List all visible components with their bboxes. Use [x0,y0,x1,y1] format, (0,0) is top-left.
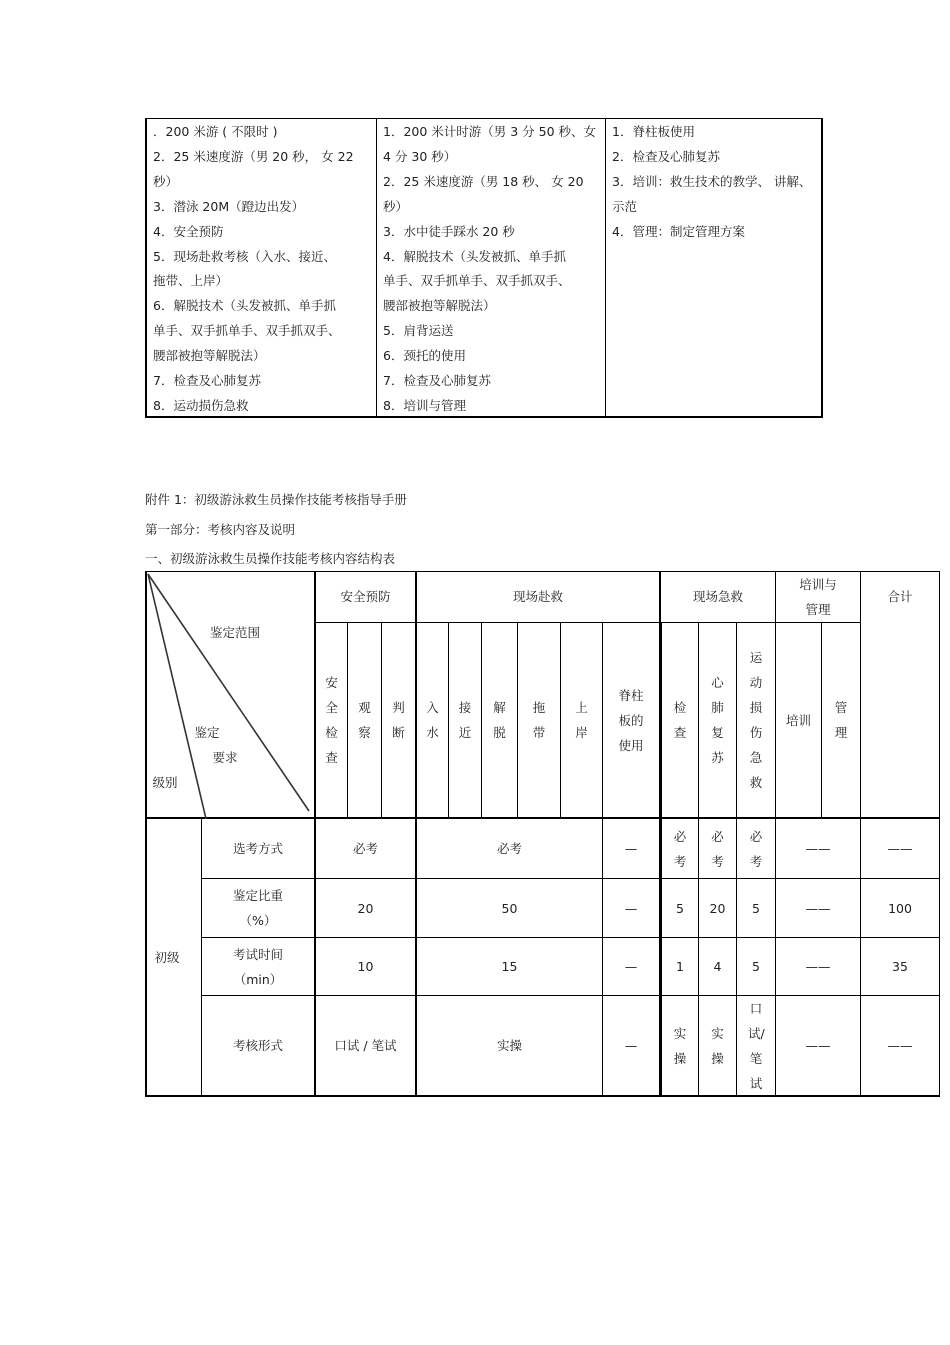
table-cell: 必考 [749,828,763,869]
table-cell: 35 [892,959,908,974]
structure-table [145,571,940,1098]
text-line: 5．现场赴救考核（入水、接近、 [153,248,336,264]
text-line: 3．水中徒手踩水 20 秒 [383,223,515,239]
column-basic [147,119,376,416]
subheader-ashore: 上岸 [575,700,588,740]
group-header-training: 培训与管理 [799,576,837,617]
table-cell: —— [805,841,831,856]
text-line: 拖带、上岸） [153,273,229,289]
table-cell: 必考 [352,841,378,856]
table-cell: 口试 / 笔试 [334,1038,397,1053]
table-cell: 5 [752,900,760,916]
table-cell: 15 [501,959,518,974]
table-cell: 20 [709,900,726,916]
table-cell: 5 [752,959,760,974]
table-cell: 50 [501,900,518,916]
table-title: 一、初级游泳救生员操作技能考核内容结构表 [145,551,396,566]
text-line: 腰部被抱等解脱法） [383,298,496,314]
subheader-tow: 拖带 [532,700,546,740]
subheader-judge: 判断 [392,700,405,740]
text-line: 4．安全预防 [153,223,224,239]
text-line: 6．颈托的使用 [383,348,466,364]
subheader-cpr: 心肺复苏 [711,675,724,765]
subheader-spine-board: 脊柱板的使用 [618,687,644,753]
corner-level-label: 级别 [152,774,178,790]
text-line: 7．检查及心肺复苏 [383,373,491,389]
text-line: 单手、双手抓单手、双手抓双手、 [153,323,341,339]
appendix-heading: 附件 1：初级游泳救生员操作技能考核指导手册 [145,492,407,507]
text-line: 1．脊柱板使用 [612,124,695,139]
subheader-release: 解脱 [493,700,506,740]
row-label: 考核形式 [232,1038,283,1053]
table-cell: 5 [676,900,684,916]
table-cell: 4 [713,959,722,974]
table-cell: 必考 [673,828,687,869]
requirements-table [145,118,823,418]
text-line: 5．肩背运送 [383,323,454,339]
table-cell: 20 [357,900,374,916]
text-line: 8．培训与管理 [383,397,466,413]
text-line: ．200 米游 ( 不限时 ) [153,124,278,139]
text-line: 秒） [153,173,179,189]
text-line: 3．潜泳 20M（蹬边出发） [153,198,305,214]
table-cell: — [624,841,638,856]
subheader-approach: 接近 [458,700,472,740]
group-header-total: 合计 [887,589,913,604]
table-cell: —— [887,841,913,856]
table-cell: —— [887,1038,913,1053]
table-cell: —— [805,1038,831,1053]
text-line: 2．25 米速度游（男 18 秒、 女 20 [383,173,584,189]
table-cell: 必考 [711,828,724,869]
level-label: 初级 [154,949,180,965]
subheader-management: 管理 [834,700,848,740]
group-header-rescue: 现场赴救 [512,589,563,604]
text-line: 7．检查及心肺复苏 [153,373,261,389]
part-heading: 第一部分：考核内容及说明 [145,522,296,537]
column-advanced [605,119,821,416]
subheader-safety-check: 安全检查 [325,675,338,765]
rule [939,571,940,1097]
subheader-training: 培训 [785,712,811,728]
row-label: 考试时间（min） [232,946,283,987]
text-line: 4 分 30 秒） [383,148,457,164]
corner-requirement-label: 鉴定 [194,724,220,740]
corner-scope-label: 鉴定范围 [209,624,260,640]
text-line: 8．运动损伤急救 [153,397,249,413]
table-cell: 实操 [496,1038,522,1053]
text-line: 2．检查及心肺复苏 [612,148,720,164]
text-line: 腰部被抱等解脱法） [153,348,266,364]
table-cell: 实操 [711,1025,724,1066]
table-cell: 100 [888,900,912,916]
table-cell: 必考 [496,841,522,856]
table-cell: 实操 [673,1025,687,1066]
table-cell: 10 [357,959,374,974]
table-cell: 1 [676,959,684,974]
row-label: 鉴定比重（%） [232,888,283,928]
row-label: 选考方式 [232,841,283,856]
column-intermediate [376,119,605,416]
subheader-enter: 入水 [426,700,439,740]
text-line: 单手、双手抓单手、双手抓双手、 [383,273,571,289]
rule [145,1095,940,1097]
group-header-firstaid: 现场急救 [692,589,743,604]
table-cell: —— [805,900,831,916]
text-line: 4．管理：制定管理方案 [612,223,745,239]
text-line: 2．25 米速度游（男 20 秒， 女 22 [153,148,354,164]
group-header-safety: 安全预防 [340,589,391,604]
table-cell: —— [805,959,831,974]
text-line: 示范 [612,198,638,214]
text-line: 3．培训：救生技术的教学、 讲解、 [612,173,812,189]
subheader-inspect: 检查 [673,700,687,740]
table-cell: — [624,1038,638,1053]
text-line: 1．200 米计时游（男 3 分 50 秒、女 [383,124,597,139]
table-cell: — [624,900,638,916]
text-line: 6．解脱技术（头发被抓、单手抓 [153,298,336,314]
table-cell: — [624,959,638,974]
subheader-observe: 观察 [358,700,371,740]
subheader-injury: 运动损伤急救 [749,650,763,790]
text-line: 4．解脱技术（头发被抓、单手抓 [383,248,566,264]
corner-requirement-label: 要求 [212,749,238,765]
table-cell: 口试/笔试 [748,1000,765,1091]
text-line: 秒） [383,198,409,214]
